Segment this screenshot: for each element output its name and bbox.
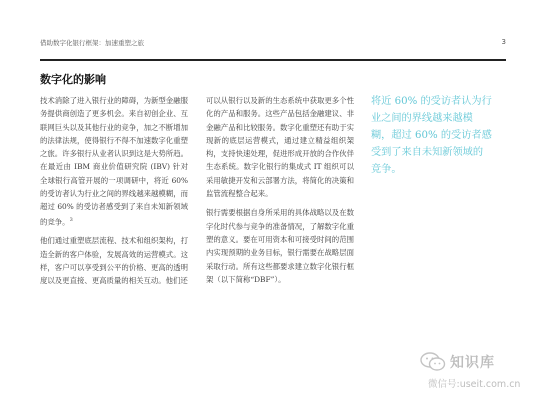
paragraph: 他们通过重塑底层流程、技术和组织架构，打造全新的客户体验，发展高效的运营模式。这样，客户可以享受到公平的价格、更高的透明度以及更直接、更高质量的相关互动。他们还 xyxy=(40,236,188,286)
page-number: 3 xyxy=(501,38,506,46)
wechat-icon xyxy=(420,352,446,372)
watermark-account: 微信号:useit.com.cn xyxy=(428,379,521,390)
header-rule xyxy=(40,59,506,61)
document-title: 借助数字化银行框架：加速重塑之旅 xyxy=(40,39,144,47)
paragraph: 可以从银行以及新的生态系统中获取更多个性化的产品和服务。这些产品包括金融建议、非金融产品和比较服务。数字化重塑还有助于实现新的底层运营模式，通过建立精益组织架构，支持快速处理，促进形成开放的合作伙伴生态系统。数字化银行的集成式 IT 组织可以采用敏捷开发和云部署方法，将简化的决策和监管流程整合起来。 xyxy=(206,96,354,199)
text-column-left xyxy=(40,94,188,294)
paragraph: 银行需要根据自身所采用的具体战略以及在数字化时代参与竞争的准备情况，了解数字化重塑的意义。要在可用资本和可接受时间的范围内实现预期的业务目标，银行需要在战略层面采取行动。所有这些都要求建立数字化银行框架（以下简称“DBF”）。 xyxy=(206,208,354,284)
watermark-name: 知识库 xyxy=(450,355,495,371)
footnote-ref: 3 xyxy=(69,216,73,223)
paragraph xyxy=(40,94,188,228)
paragraph-text: 技术消除了进入银行业的障碍，为新型金融服务提供商创造了更多机会。来自初创企业、互联网巨头以及其他行业的竞争，加之不断增加的法律法规，使得银行不得不加速数字化重塑之旅。许多银行从业者认识到这是大势所趋。在最近由 IBM 商业价值研究院 (IBV) 针对全球银行高管开展的一项调研中，将近 60% 的受访者认为行业之间的界线越来越模糊，而超过 60% 的受访者感受到了来自未知新领域的竞争。 xyxy=(40,96,188,227)
page-header xyxy=(40,38,506,52)
text-column-middle xyxy=(206,94,354,292)
section-title: 数字化的影响 xyxy=(40,73,106,86)
watermark xyxy=(420,350,530,394)
pull-quote: 将近 60% 的受访者认为行业之间的界线越来越模糊，超过 60% 的受访者感受到了来自未知新领域的竞争。 xyxy=(371,96,492,175)
